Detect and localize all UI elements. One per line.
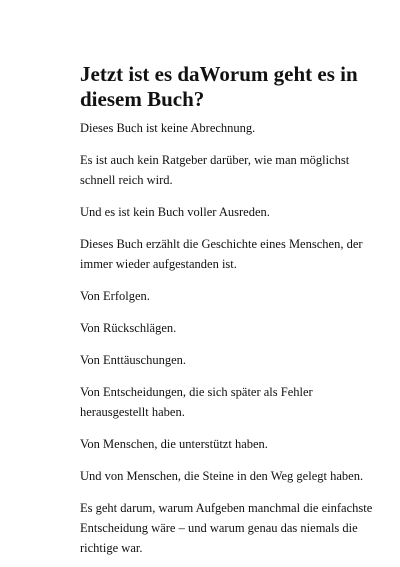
paragraph: Von Rückschlägen. <box>80 321 177 335</box>
paragraph: Dieses Buch erzählt die Geschichte eines Menschen, der immer wieder aufgestanden ist. <box>80 237 363 271</box>
paragraph: Von Menschen, die unterstützt haben. <box>80 437 268 451</box>
paragraph: Und von Menschen, die Steine in den Weg gelegt haben. <box>80 469 364 483</box>
paragraph: Es ist auch kein Ratgeber darüber, wie man möglichst schnell reich wird. <box>80 153 350 187</box>
paragraph: Von Enttäuschungen. <box>80 353 187 367</box>
paragraph: Von Entscheidungen, die sich später als Fehler herausgestellt haben. <box>80 385 313 419</box>
paragraph: Und es ist kein Buch voller Ausreden. <box>80 205 270 219</box>
document-page <box>80 62 380 558</box>
paragraph: Von Erfolgen. <box>80 289 150 303</box>
page-title: Jetzt ist es daWorum geht es in diesem Buch? <box>80 62 358 111</box>
paragraph: Es geht darum, warum Aufgeben manchmal die einfachste Entscheidung wäre – und warum genau das niemals die richtige war. <box>80 501 373 555</box>
paragraph: Dieses Buch ist keine Abrechnung. <box>80 121 256 135</box>
